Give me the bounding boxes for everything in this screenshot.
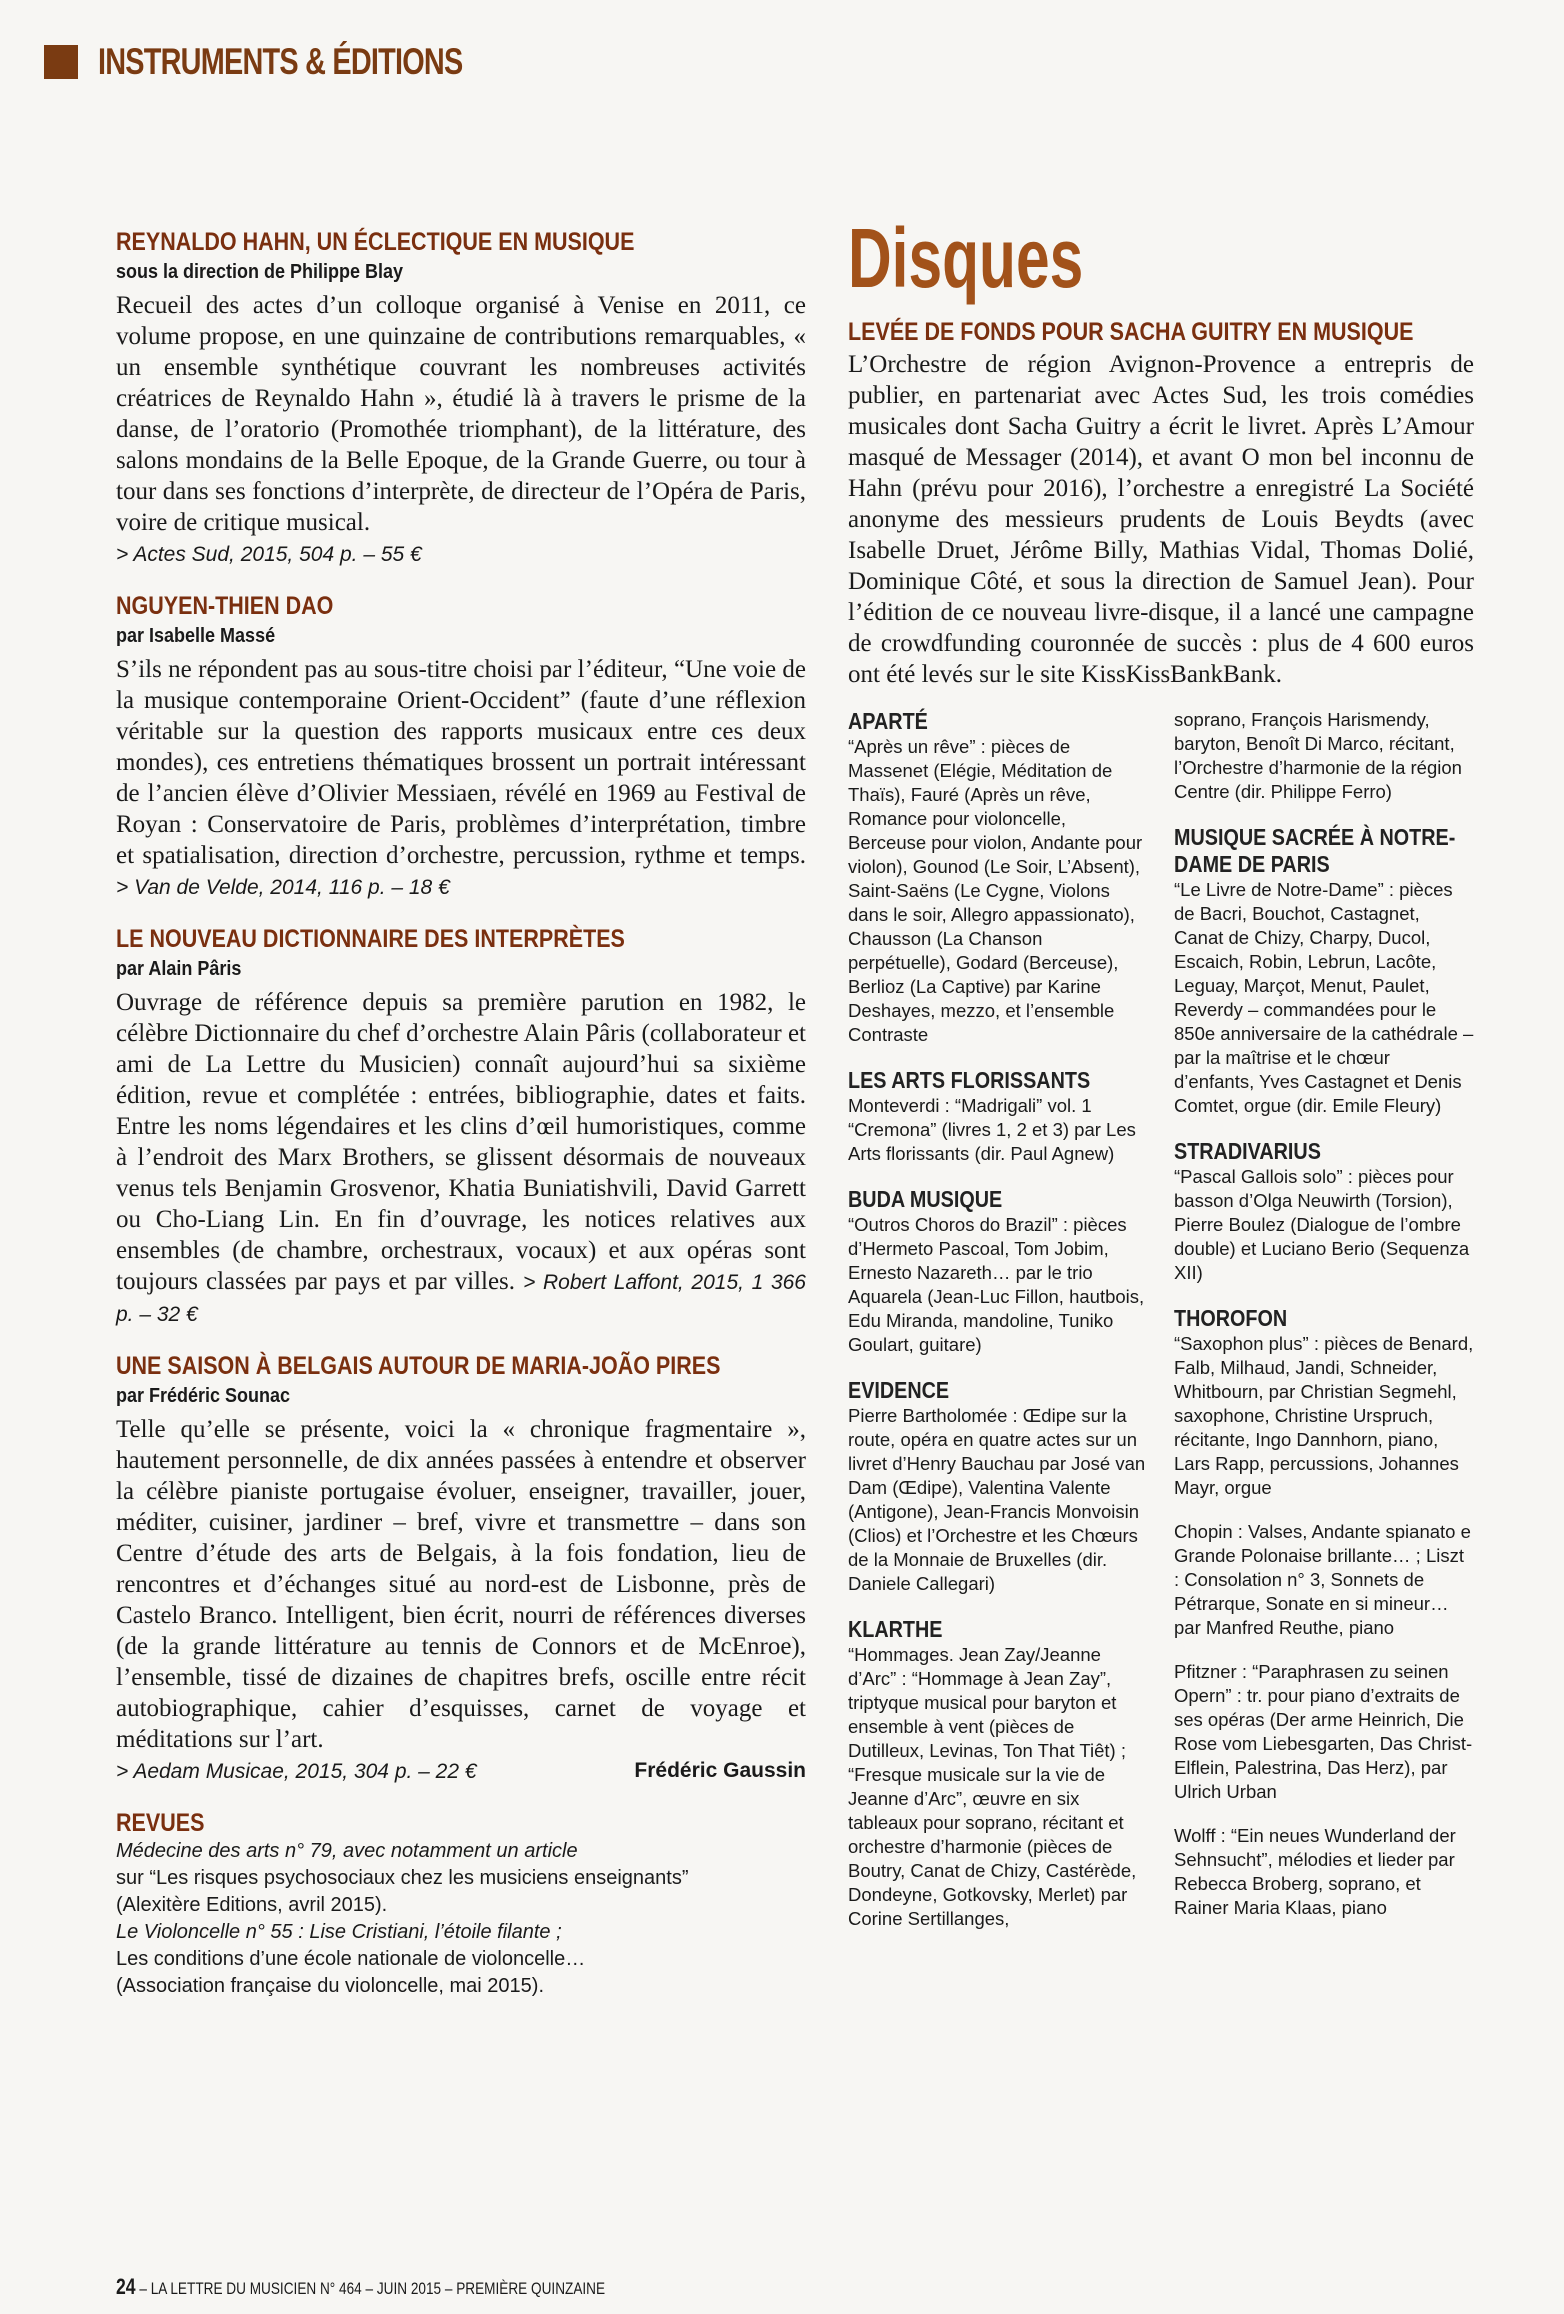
article-title: LE NOUVEAU DICTIONNAIRE DES INTERPRÈTES xyxy=(116,925,625,953)
label-entry xyxy=(848,1186,1148,1357)
label-entry xyxy=(848,1616,1148,1931)
article-title: REYNALDO HAHN, UN ÉCLECTIQUE EN MUSIQUE xyxy=(116,228,635,256)
revues-title: REVUES xyxy=(116,1809,205,1837)
lead-body: L’Orchestre de région Avignon-Provence a entrepris de publier, en partenariat avec Actes Sud, les trois comédies musicales dont Sacha Guitry a écrit le livret. Après L’Amour masqué de Messager (2014), et avant O mon bel inconnu de Hahn (prévu pour 2016), l’orchestre a enregistré La Société anonyme des messieurs prudents de Louis Beydts (avec Isabelle Druet, Jérôme Billy, Mathias Vidal, Thomas Dolié, Dominique Côté, et sous la direction de Samuel Jean). Pour l’édition de ce nouveau livre-disque, il a lancé une campagne de crowdfunding couronnée de succès : plus de 4 600 euros ont été levés sur le site KissKissBankBank. xyxy=(848,351,1474,688)
label-entry xyxy=(848,1377,1148,1596)
article-author: sous la direction de Philippe Blay xyxy=(116,261,404,283)
label-entry xyxy=(1174,1824,1474,1920)
article-hahn xyxy=(116,228,806,570)
left-column xyxy=(116,228,806,2022)
label-name: THOROFON xyxy=(1174,1305,1288,1331)
page-footer xyxy=(116,2274,605,2300)
article-body: Recueil des actes d’un colloque organisé à Venise en 2011, ce volume propose, en une quinzaine de contributions remarquables, « un ensemble synthétique couvrant les nombreuses activités créatrices de Reynaldo Hahn », étudié là à travers le prisme de la danse, de l’oratorio (Promothée triomphant), de la littérature, des salons mondains de la Belle Epoque, de la Grande Guerre, ou tour à tour dans ses fonctions d’interprète, de directeur de l’Opéra de Paris, voire de critique musical. > Actes Sud, 2015, 504 p. – 55 € xyxy=(116,292,806,566)
page-number: 24 xyxy=(116,2274,136,2299)
article-body: S’ils ne répondent pas au sous-titre choisi par l’éditeur, “Une voie de la musique contemporaine Orient-Occident” (faute d’une réflexion véritable sur la question des rapports musicaux entre ces deux mondes), ces entretiens thématiques brossent un portrait intéressant de l’ancien élève d’Olivier Messiaen, révélé en 1969 au Festival de Royan : Conservatoire de Paris, problèmes d’interprétation, timbre et spatialisation, direction d’orchestre, percussion, rythme et temps. > Van de Velde, 2014, 116 p. – 18 € xyxy=(116,656,806,899)
article-ref: > Van de Velde, 2014, 116 p. – 18 € xyxy=(116,876,450,899)
revues-section xyxy=(116,1809,806,2000)
article-belgais xyxy=(116,1352,806,1787)
article-body: Telle qu’elle se présente, voici la « chronique fragmentaire », hautement personnelle, de dix années passées à entendre et observer la célèbre pianiste portugaise évoluer, enseigner, travailler, jouer, méditer, cuisiner, jardiner – bref, vivre et transmettre – dans son Centre d’étude des arts de Belgais, à la fois fondation, lieu de rencontres et d’échanges situé au nord-est de Lisbonne, près de Castelo Branco. Intelligent, bien écrit, nourri de références diverses (de la grande littérature au tennis de Connors et de McEnroe), l’ensemble, tissé de dizaines de chapitres brefs, oscille entre récit autobiographique, cahier d’esquisses, carnet de voyage et méditations sur l’art. > Aedam Musicae, 2015, 304 p. – 22 € Frédéric Gaussin xyxy=(116,1414,806,1787)
article-author: par Isabelle Massé xyxy=(116,625,276,647)
label-name: APARTÉ xyxy=(848,708,928,734)
label-entry xyxy=(848,708,1148,1047)
revues-line: Le Violoncelle n° 55 : Lise Cristiani, l’étoile filante ; xyxy=(116,1921,562,1943)
label-name: EVIDENCE xyxy=(848,1377,950,1403)
disc-listing xyxy=(848,708,1474,1951)
label-text: “Saxophon plus” : pièces de Benard, Falb, Milhaud, Jandi, Schneider, Whitbourn, par Christian Segmehl, saxophone, Christine Urspruch, récitante, Ingo Dannhorn, piano, Lars Rapp, percussions, Johannes Mayr, orgue xyxy=(1174,1333,1474,1498)
revues-line: (Alexitère Editions, avril 2015). xyxy=(116,1894,388,1916)
label-entry xyxy=(1174,1138,1474,1285)
disc-column-1 xyxy=(848,708,1148,1951)
article-author: par Alain Pâris xyxy=(116,958,242,980)
label-entry xyxy=(1174,708,1474,804)
label-text: soprano, François Harismendy, baryton, Benoît Di Marco, récitant, l’Orchestre d’harmonie de la région Centre (dir. Philippe Ferro) xyxy=(1174,709,1462,802)
label-entry xyxy=(1174,1660,1474,1804)
revues-line: Les conditions d’une école nationale de violoncelle… xyxy=(116,1948,586,1970)
label-text: “Hommages. Jean Zay/Jeanne d’Arc” : “Hommage à Jean Zay”, triptyque musical pour baryton et ensemble à vent (pièces de Dutilleux, Levinas, Ton That Tiêt) ; “Fresque musicale sur la vie de Jeanne d’Arc”, œuvre en six tableaux pour soprano, récitant et orchestre d’harmonie (pièces de Boutry, Canat de Chizy, Castérède, Dondeyne, Gotkovsky, Merlet) par Corine Sertillanges, xyxy=(848,1644,1137,1929)
article-title: NGUYEN-THIEN DAO xyxy=(116,592,334,620)
label-text: Pierre Bartholomée : Œdipe sur la route, opéra en quatre actes sur un livret d’Henry Bauchau par José van Dam (Œdipe), Valentina Valente (Antigone), Jean-Francis Monvoisin (Clios) et l’Orchestre et les Chœurs de la Monnaie de Bruxelles (dir. Daniele Callegari) xyxy=(848,1405,1146,1594)
rubric-square-icon xyxy=(44,45,78,79)
label-name: MUSIQUE SACRÉE À NOTRE-DAME DE PARIS xyxy=(1174,824,1456,877)
label-text: “Le Livre de Notre-Dame” : pièces de Bacri, Bouchot, Castagnet, Canat de Chizy, Charpy, Ducol, Escaich, Robin, Lebrun, Lacôte, Leguay, Marçot, Menut, Paulet, Reverdy – commandées pour le 850e anniversaire de la cathédrale – par la maîtrise et le chœur d’enfants, Yves Castagnet et Denis Comtet, orgue (dir. Emile Fleury) xyxy=(1174,879,1474,1116)
label-text: Chopin : Valses, Andante spianato e Grande Polonaise brillante… ; Liszt : Consolation n° 3, Sonnets de Pétrarque, Sonate en si mineur… par Manfred Reuthe, piano xyxy=(1174,1521,1471,1638)
rubric-title: INSTRUMENTS & ÉDITIONS xyxy=(98,41,463,82)
disc-column-2 xyxy=(1174,708,1474,1951)
revues-line: Médecine des arts n° 79, avec notamment un article xyxy=(116,1840,578,1862)
label-text: Monteverdi : “Madrigali” vol. 1 “Cremona” (livres 1, 2 et 3) par Les Arts florissants (dir. Paul Agnew) xyxy=(848,1095,1136,1164)
label-entry xyxy=(1174,1520,1474,1640)
article-ref: > Robert Laffont, 2015, 1 366 p. – 32 € xyxy=(116,1271,806,1326)
article-author: par Frédéric Sounac xyxy=(116,1385,291,1407)
label-text: Wolff : “Ein neues Wunderland der Sehnsucht”, mélodies et lieder par Rebecca Broberg, soprano, et Rainer Maria Klaas, piano xyxy=(1174,1825,1456,1918)
revues-line: (Association française du violoncelle, mai 2015). xyxy=(116,1975,544,1997)
footer-text: – LA LETTRE DU MUSICIEN N° 464 – JUIN 2015 – PREMIÈRE QUINZAINE xyxy=(135,2279,606,2298)
article-ref: > Aedam Musicae, 2015, 304 p. – 22 € xyxy=(116,1760,477,1783)
label-name: KLARTHE xyxy=(848,1616,943,1642)
article-dictionnaire xyxy=(116,925,806,1330)
label-name: BUDA MUSIQUE xyxy=(848,1186,1003,1212)
lead-article xyxy=(848,318,1474,690)
lead-title: LEVÉE DE FONDS POUR SACHA GUITRY EN MUSIQUE xyxy=(848,318,1414,346)
label-entry xyxy=(848,1067,1148,1166)
article-title: UNE SAISON À BELGAIS AUTOUR DE MARIA-JOÃO PIRES xyxy=(116,1352,721,1380)
label-name: LES ARTS FLORISSANTS xyxy=(848,1067,1091,1093)
article-dao xyxy=(116,592,806,903)
label-text: “Pascal Gallois solo” : pièces pour basson d’Olga Neuwirth (Torsion), Pierre Boulez (Dialogue de l’ombre double) et Luciano Berio (Sequenza XII) xyxy=(1174,1166,1470,1283)
label-entry xyxy=(1174,824,1474,1118)
label-entry xyxy=(1174,1305,1474,1500)
disques-heading: Disques xyxy=(848,211,1084,305)
right-column xyxy=(848,212,1474,1951)
label-text: “Outros Choros do Brazil” : pièces d’Hermeto Pascoal, Tom Jobim, Ernesto Nazareth… par le trio Aquarela (Jean-Luc Fillon, hautbois, Edu Miranda, mandoline, Tuniko Goulart, guitare) xyxy=(848,1214,1145,1355)
revues-line: sur “Les risques psychosociaux chez les musiciens enseignants” xyxy=(116,1867,689,1889)
signature: Frédéric Gaussin xyxy=(634,1759,806,1782)
article-ref: > Actes Sud, 2015, 504 p. – 55 € xyxy=(116,543,422,566)
label-text: Pfitzner : “Paraphrasen zu seinen Opern” : tr. pour piano d’extraits de ses opéras (Der arme Heinrich, Die Rose vom Liebesgarten, Das Christ-Elflein, Palestrina, Das Herz), par Ulrich Urban xyxy=(1174,1661,1473,1802)
label-text: “Après un rêve” : pièces de Massenet (Elégie, Méditation de Thaïs), Fauré (Après un rêve, Romance pour violoncelle, Berceuse pour violon, Andante pour violon), Gounod (Le Soir, L’Absent), Saint-Saëns (Le Cygne, Violons dans le soir, Allegro appassionato), Chausson (La Chanson perpétuelle), Godard (Berceuse), Berlioz (La Captive) par Karine Deshayes, mezzo, et l’ensemble Contraste xyxy=(848,736,1143,1045)
label-name: STRADIVARIUS xyxy=(1174,1138,1321,1164)
article-body: Ouvrage de référence depuis sa première parution en 1982, le célèbre Dictionnaire du chef d’orchestre Alain Pâris (collaborateur et ami de La Lettre du Musicien) connaît aujourd’hui sa sixième édition, revue et complétée : entrées, bibliographie, dates et faits. Entre les noms légendaires et les clins d’œil humoristiques, comme à l’endroit des Marx Brothers, se glissent désormais de nouveaux venus tels Benjamin Grosvenor, Khatia Buniatishvili, David Garrett ou Cho-Liang Lin. En fin d’ouvrage, les notices relatives aux ensembles (de chambre, orchestraux, vocaux) et aux opéras sont toujours classées par pays et par villes. > Robert Laffont, 2015, 1 366 p. – 32 € xyxy=(116,989,806,1326)
section-rubric xyxy=(44,42,565,82)
